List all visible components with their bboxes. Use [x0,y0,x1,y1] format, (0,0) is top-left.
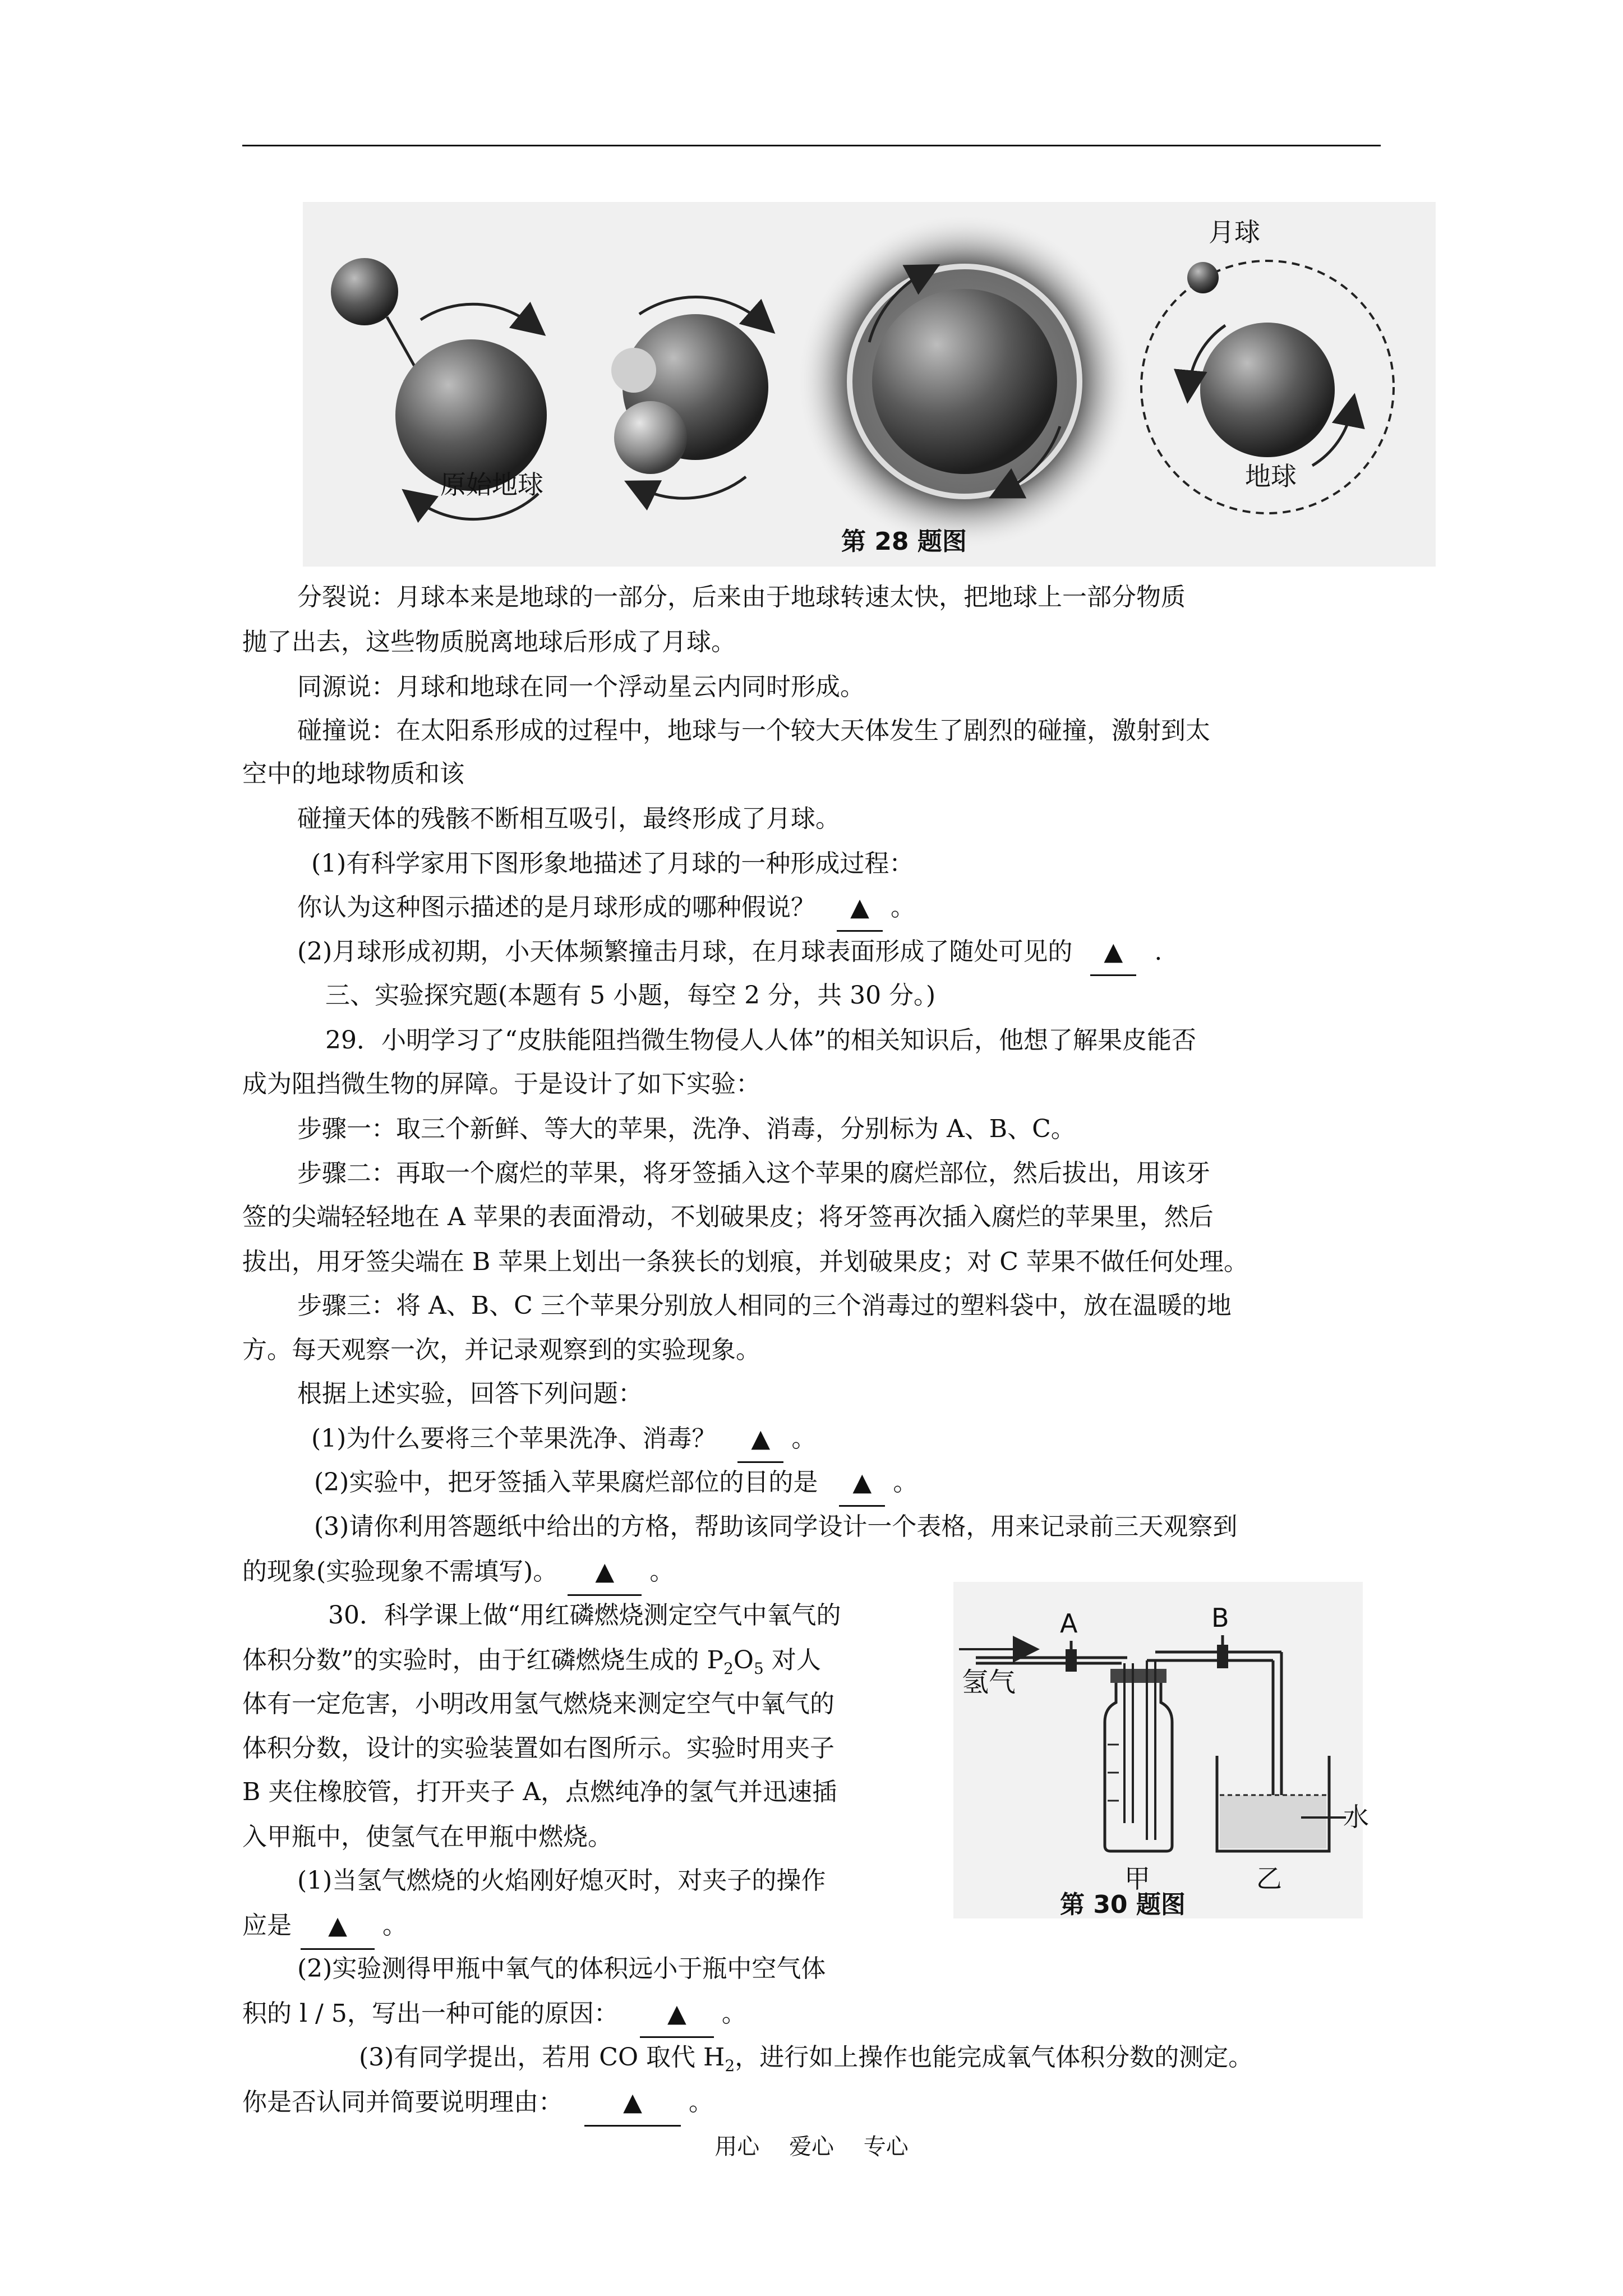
impact-theory-line1: 碰撞说：在太阳系形成的过程中，地球与一个较大天体发生了剧烈的碰撞，激射到太 [297,716,1210,745]
question-29-2 [314,1460,917,1507]
earth [1200,323,1335,457]
impact-theory-line2: 空中的地球物质和该 [242,760,464,788]
impact-theory-line3: 碰撞天体的残骸不断相互吸引，最终形成了月球。 [297,804,840,833]
question-30-line2-text: 体积分数”的实验时，由于红磷燃烧生成的 P [242,1646,724,1674]
question-30-line1: 30．科学课上做“用红磷燃烧测定空气中氧气的 [328,1601,841,1630]
answer-blank-29-2[interactable]: ▲ [839,1460,885,1507]
question-30-line4: 体积分数，设计的实验装置如右图所示。实验时用夹子 [242,1734,834,1763]
subscript: 2 [725,2056,735,2075]
figure-30-caption: 第 30 题图 [1060,1890,1186,1919]
question-30-3-prompt: 你是否认同并简要说明理由： [242,2088,563,2116]
question-29-step1: 步骤一：取三个新鲜、等大的苹果，洗净、消毒，分别标为 A、B、C。 [297,1115,1076,1143]
ring-earth [872,289,1057,474]
page-footer [0,2129,1623,2161]
subscript: 5 [754,1659,764,1678]
question-29-step2-line2: 签的尖端轻轻地在 A 苹果的表面滑动，不划破果皮；将牙签再次插入腐烂的苹果里，然后 [242,1203,1214,1231]
answer-blank-29-3[interactable]: ▲ [568,1549,642,1596]
question-29-2-prompt: (2)实验中，把牙签插入苹果腐烂部位的目的是 [314,1468,818,1497]
question-29-step2-line1: 步骤二：再取一个腐烂的苹果，将牙签插入这个苹果的腐烂部位，然后拔出，用该牙 [297,1159,1210,1188]
coaccretion-theory: 同源说：月球和地球在同一个浮动星云内同时形成。 [297,673,865,701]
period: 。 [893,1468,918,1497]
question-29-intro-line2: 成为阻挡微生物的屏障。于是设计了如下实验： [242,1070,760,1098]
question-30-1-line2 [242,1903,407,1950]
label-original-earth: 原始地球 [440,470,543,500]
oxygen-symbol: O [733,1646,754,1674]
question-30-line3: 体有一定危害，小明改用氢气燃烧来测定空气中氧气的 [242,1690,834,1718]
moon-formation-illustration [303,202,1436,567]
header-rule [242,145,1381,146]
subscript: 2 [723,1659,734,1678]
label-moon: 月球 [1209,217,1260,247]
period: 。 [721,1999,746,2028]
figure-30 [953,1582,1369,1919]
debris [611,348,656,393]
question-30-1-line1: (1)当氢气燃烧的火焰刚好熄灭时，对夹子的操作 [297,1866,826,1895]
question-30-2-line2 [242,1991,746,2038]
question-29-intro-line1: 29．小明学习了“皮肤能阻挡微生物侵人人体”的相关知识后，他想了解果皮能否 [325,1026,1196,1055]
question-28-1-intro: (1)有科学家用下图形象地描述了月球的一种形成过程： [311,849,914,878]
period: 。 [649,1557,675,1586]
question-29-1-prompt: (1)为什么要将三个苹果洗净、消毒？ [311,1424,717,1453]
question-28-2 [297,930,1162,976]
question-29-3-prompt: 的现象(实验现象不需填写)。 [242,1557,558,1586]
question-29-step2-line3: 拔出，用牙签尖端在 B 苹果上划出一条狭长的划痕，并划破果皮；对 C 苹果不做任何处理。 [242,1248,1248,1276]
question-29-1 [311,1416,816,1463]
bottle-jia [1105,1680,1172,1851]
answer-blank-30-3[interactable]: ▲ [584,2080,681,2127]
original-earth [395,339,547,491]
period: 。 [382,1911,407,1940]
figure-28 [303,202,1436,567]
bottle-stopper [1110,1669,1166,1683]
period: 。 [689,2088,713,2116]
clamp-a [1066,1649,1077,1672]
question-28-1-prompt: 你认为这种图示描述的是月球形成的哪种假说？ [297,893,815,922]
question-30-line5: B 夹住橡胶管，打开夹子 A，点燃纯净的氢气并迅速插 [242,1778,837,1806]
question-30-1-prompt: 应是 [242,1911,292,1940]
question-30-2-prompt: 积的 l / 5，写出一种可能的原因： [242,1999,619,2028]
question-29-3-line2 [242,1549,674,1596]
section-3-title: 三、实验探究题(本题有 5 小题，每空 2 分，共 30 分。) [325,981,936,1010]
impactor-body [331,258,398,325]
question-30-3-line2 [242,2080,713,2127]
label-a: A [1060,1608,1078,1639]
label-hydrogen: 氢气 [962,1667,1016,1698]
moon [1187,262,1219,293]
question-29-step3-line2: 方。每天观察一次，并记录观察到的实验现象。 [242,1336,760,1364]
question-28-2-prompt: (2)月球形成初期，小天体频繁撞击月球，在月球表面形成了随处可见的 [297,937,1073,966]
question-30-3-tail: ，进行如上操作也能完成氧气体积分数的测定。 [735,2043,1253,2072]
split-theory-line1: 分裂说：月球本来是地球的一部分，后来由于地球转速太快，把地球上一部分物质 [297,583,1186,611]
beaker-water [1220,1795,1326,1848]
answer-blank-30-2[interactable]: ▲ [640,1991,714,2038]
period: 。 [891,893,915,922]
question-29-answer-intro: 根据上述实验，回答下列问题： [297,1379,643,1408]
footer-word-1: 用心 [714,2134,760,2160]
collision-fragment [614,401,687,474]
split-theory-line2: 抛了出去，这些物质脱离地球后形成了月球。 [242,628,736,656]
label-earth: 地球 [1245,461,1297,491]
question-30-line6: 入甲瓶中，使氢气在甲瓶中燃烧。 [242,1823,612,1851]
label-water: 水 [1343,1802,1369,1832]
footer-word-3: 专心 [863,2134,909,2160]
question-29-step3-line1: 步骤三：将 A、B、C 三个苹果分别放人相同的三个消毒过的塑料袋中，放在温暖的地 [297,1291,1232,1320]
clamp-b [1217,1645,1228,1668]
question-30-2-line1: (2)实验测得甲瓶中氧气的体积远小于瓶中空气体 [297,1954,826,1983]
label-b: B [1211,1603,1229,1633]
answer-blank-28-2[interactable]: ▲ [1090,930,1136,976]
period: 。 [791,1424,817,1453]
period: . [1154,937,1163,966]
question-30-3-text: (3)有同学提出，若用 CO 取代 H [359,2043,725,2072]
question-30-line2-tail: 对人 [763,1646,821,1674]
label-yi: 乙 [1256,1864,1282,1894]
hydrogen-apparatus-diagram [953,1582,1369,1919]
question-28-1 [297,885,915,932]
answer-blank-30-1[interactable]: ▲ [301,1903,375,1950]
question-29-3-line1: (3)请你利用答题纸中给出的方格，帮助该同学设计一个表格，用来记录前三天观察到 [314,1512,1238,1541]
answer-blank-28-1[interactable]: ▲ [837,885,883,932]
figure-28-caption: 第 28 题图 [841,527,967,556]
answer-blank-29-1[interactable]: ▲ [737,1416,783,1463]
label-jia: 甲 [1124,1864,1150,1894]
footer-word-2: 爱心 [789,2134,834,2160]
